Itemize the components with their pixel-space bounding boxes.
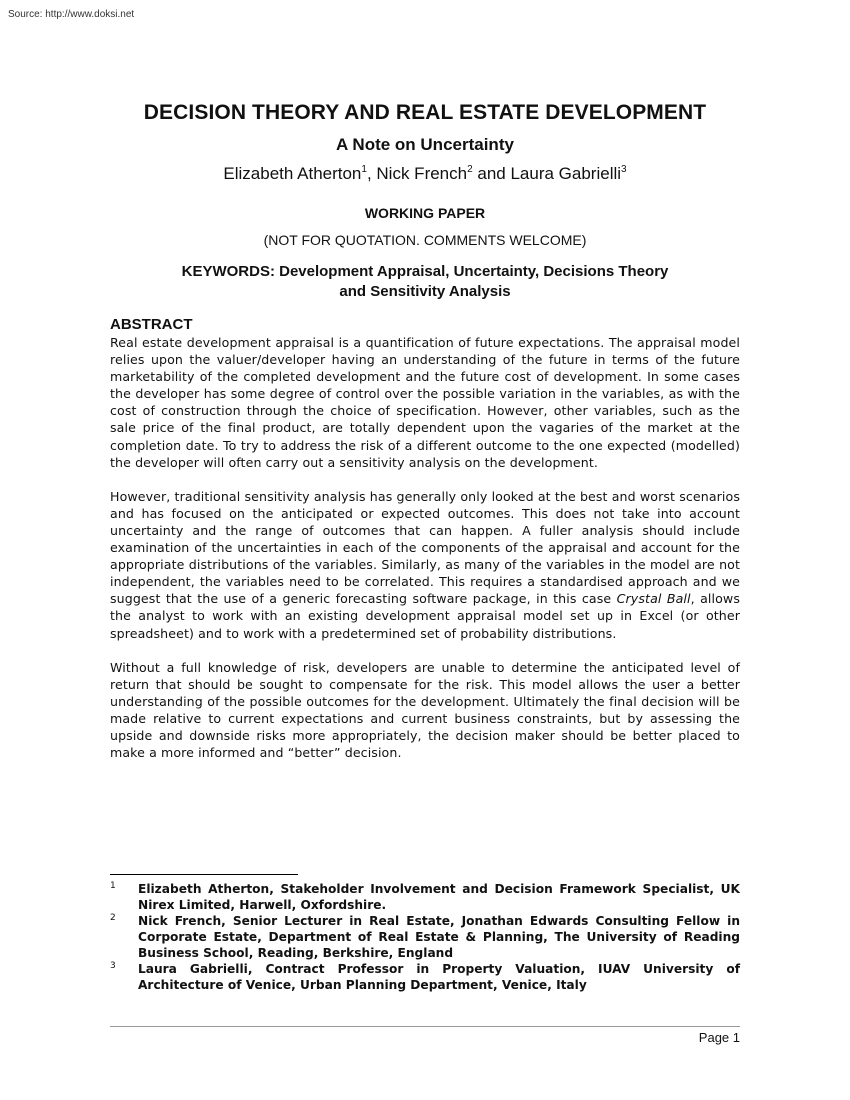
- footnote-number: 1: [110, 881, 116, 891]
- keywords-line: KEYWORDS: Development Appraisal, Uncertainty, Decisions Theory: [181, 263, 669, 280]
- paper-subtitle: A Note on Uncertainty: [336, 135, 514, 154]
- footnotes: [110, 881, 740, 993]
- author-name: Elizabeth Atherton: [223, 164, 362, 183]
- page-number: Page 1: [698, 1030, 740, 1045]
- keywords-block: [110, 262, 740, 302]
- footnote-text: Nick French, Senior Lecturer in Real Estate, Jonathan Edwards Consulting Fellow in Corporate Estate, Department of Real Estate & Planning, The University of Reading Business School, Reading, Berkshire, England: [138, 914, 740, 960]
- abstract-paragraph: Without a full knowledge of risk, developers are unable to determine the anticipated level of return that should be sought to compensate for the risk. This model allows the user a better understanding of the possible outcomes for the development. Ultimately the final decision will be made relative to current expectations and current business constraints, but by assessing the upside and downside risks more appropriately, the decision maker should be better placed to make a more informed and “better” decision.: [110, 659, 740, 761]
- paragraph-text: , allows the analyst to work with an existing development appraisal model set up in Excel (or other spreadsheet) and to work with a predetermined set of probability distributions.: [110, 591, 740, 641]
- software-name: Crystal Ball: [616, 591, 691, 607]
- author-separator: ,: [366, 164, 377, 183]
- abstract-body: [110, 334, 740, 778]
- footnote-text: Laura Gabrielli, Contract Professor in Property Valuation, IUAV University of Architecture of Venice, Urban Planning Department, Venice, Italy: [138, 962, 740, 992]
- keywords-line: and Sensitivity Analysis: [339, 283, 511, 300]
- quotation-note: (NOT FOR QUOTATION. COMMENTS WELCOME): [263, 232, 587, 248]
- abstract-paragraph: Real estate development appraisal is a quantification of future expectations. The appraisal model relies upon the valuer/developer having an understanding of the future in terms of the future marketability of the completed development and the future cost of development. In some cases the developer has some degree of control over the possible variation in the variables, as with the cost of construction through the choice of specification. However, other variables, such as the sale price of the final product, are totally dependent upon the vagaries of the market at the completion date. To try to address the risk of a different outcome to the one expected (modelled) the developer will often carry out a sensitivity analysis on the development.: [110, 335, 740, 470]
- footnote-text: Elizabeth Atherton, Stakeholder Involvement and Decision Framework Specialist, UK Nirex Limited, Harwell, Oxfordshire.: [138, 882, 740, 912]
- paper-title: DECISION THEORY AND REAL ESTATE DEVELOPMENT: [143, 101, 707, 124]
- footnote-marker: 2: [467, 164, 473, 175]
- footnote-number: 3: [110, 961, 116, 971]
- working-paper-label: WORKING PAPER: [364, 205, 486, 221]
- abstract-heading: ABSTRACT: [110, 316, 193, 333]
- footnote-marker: 3: [621, 164, 627, 175]
- footnote-divider: [110, 874, 298, 875]
- footnote: [110, 961, 740, 993]
- paragraph-text: However, traditional sensitivity analysis has generally only looked at the best and worst scenarios and has focused on the anticipated or expected outcomes. This does not take into account uncertainty and the range of outcomes that can happen. A fuller analysis should include examination of the uncertainties in each of the components of the appraisal and account for the appropriate distributions of the variables. Similarly, as many of the variables in the model are not independent, the variables need to be correlated. This requires a standardised approach and we suggest that the use of a generic forecasting software package, in this case: [110, 488, 740, 607]
- footnote-marker: 1: [361, 164, 367, 175]
- author-name: Laura Gabrielli: [510, 164, 622, 183]
- footnote-number: 2: [110, 913, 116, 923]
- author-separator: and: [472, 164, 511, 183]
- footnote: [110, 913, 740, 961]
- footnote: [110, 881, 740, 913]
- footer-divider: [110, 1026, 740, 1027]
- author-name: Nick French: [376, 164, 468, 183]
- author-line: [110, 164, 740, 184]
- source-label: Source: http://www.doksi.net: [8, 9, 135, 20]
- abstract-paragraph: [110, 488, 740, 642]
